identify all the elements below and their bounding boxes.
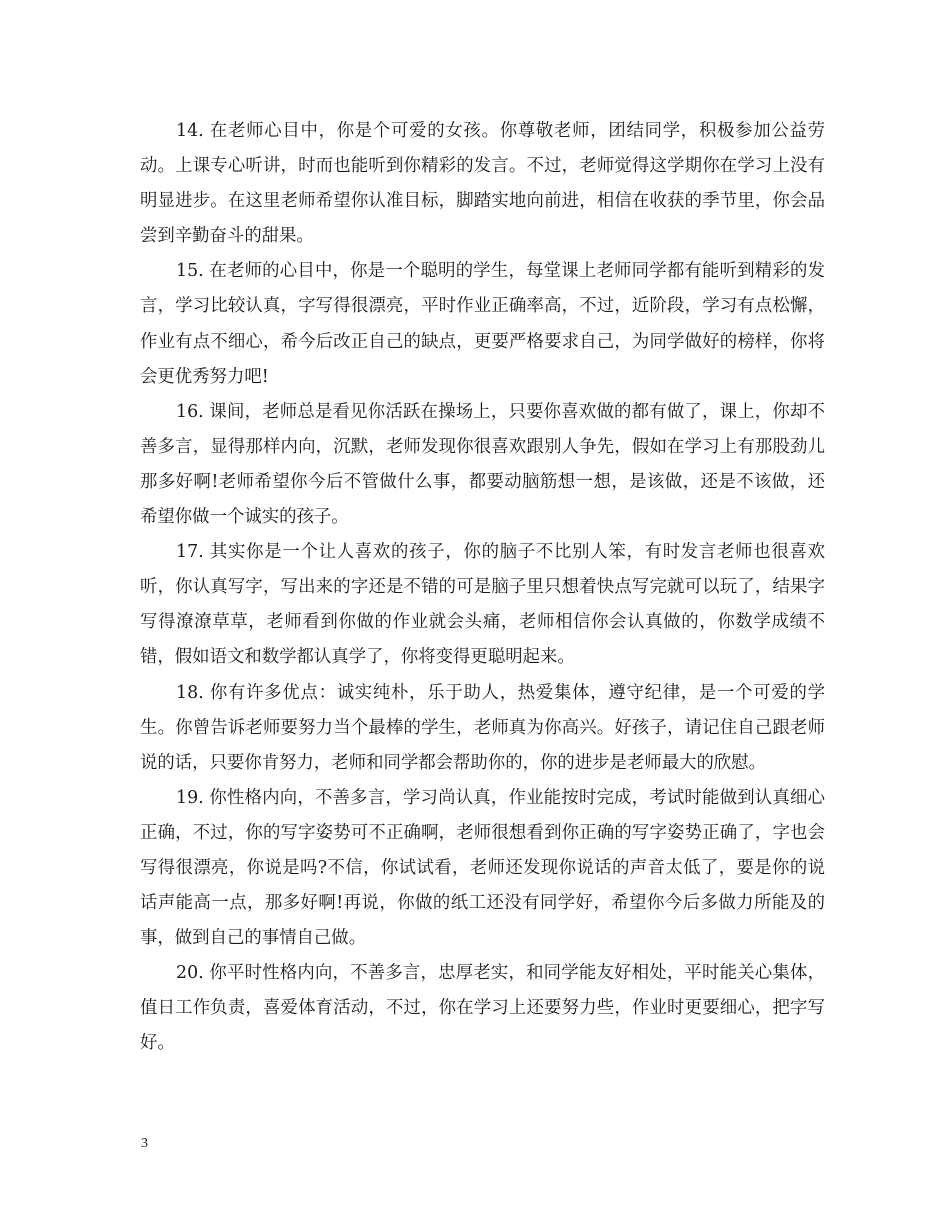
comment-paragraph-20: 20. 你平时性格内向，不善多言，忠厚老实，和同学能友好相处，平时能关心集体，值日工作负责，喜爱体育活动，不过，你在学习上还要努力些，作业时更要细心，把字写好。 <box>140 963 825 1054</box>
comment-paragraph-14: 14. 在老师心目中，你是个可爱的女孩。你尊敬老师，团结同学，积极参加公益劳动。上课专心听讲，时而也能听到你精彩的发言。不过，老师觉得这学期你在学习上没有明显进步。在这里老师希望你认准目标，脚踏实地向前进，相信在收获的季节里，你会品尝到辛勤奋斗的甜果。 <box>140 121 825 247</box>
page-number: 3 <box>141 1136 148 1151</box>
comment-paragraph-18: 18. 你有许多优点：诚实纯朴，乐于助人，热爱集体，遵守纪律，是一个可爱的学生。你曾告诉老师要努力当个最棒的学生，老师真为你高兴。好孩子，请记住自己跟老师说的话，只要你肯努力，老师和同学都会帮助你的，你的进步是老师最大的欣慰。 <box>140 682 825 773</box>
comment-paragraph-16: 16. 课间，老师总是看见你活跃在操场上，只要你喜欢做的都有做了，课上，你却不善多言，显得那样内向，沉默，老师发现你很喜欢跟别人争先，假如在学习上有那股劲儿那多好啊!老师希望你今后不管做什么事，都要动脑筋想一想，是该做，还是不该做，还希望你做一个诚实的孩子。 <box>140 401 825 528</box>
comment-list <box>140 114 825 1062</box>
comment-paragraph-15: 15. 在老师的心目中，你是一个聪明的学生，每堂课上老师同学都有能听到精彩的发言，学习比较认真，字写得很漂亮，平时作业正确率高，不过，近阶段，学习有点松懈，作业有点不细心，希今后改正自己的缺点，更要严格要求自己，为同学做好的榜样，你将会更优秀努力吧! <box>140 261 825 387</box>
comment-paragraph-19: 19. 你性格内向，不善多言，学习尚认真，作业能按时完成，考试时能做到认真细心正确，不过，你的写字姿势可不正确啊，老师很想看到你正确的写字姿势正确了，字也会写得很漂亮，你说是吗?不信，你试试看，老师还发现你说话的声音太低了，要是你的说话声能高一点，那多好啊!再说，你做的纸工还没有同学好，希望你今后多做力所能及的事，做到自己的事情自己做。 <box>140 787 825 949</box>
comment-paragraph-17: 17. 其实你是一个让人喜欢的孩子，你的脑子不比别人笨，有时发言老师也很喜欢听，你认真写字，写出来的字还是不错的可是脑子里只想着快点写完就可以玩了，结果字写得潦潦草草，老师看到你做的作业就会头痛，老师相信你会认真做的，你数学成绩不错，假如语文和数学都认真学了，你将变得更聪明起来。 <box>140 542 825 668</box>
